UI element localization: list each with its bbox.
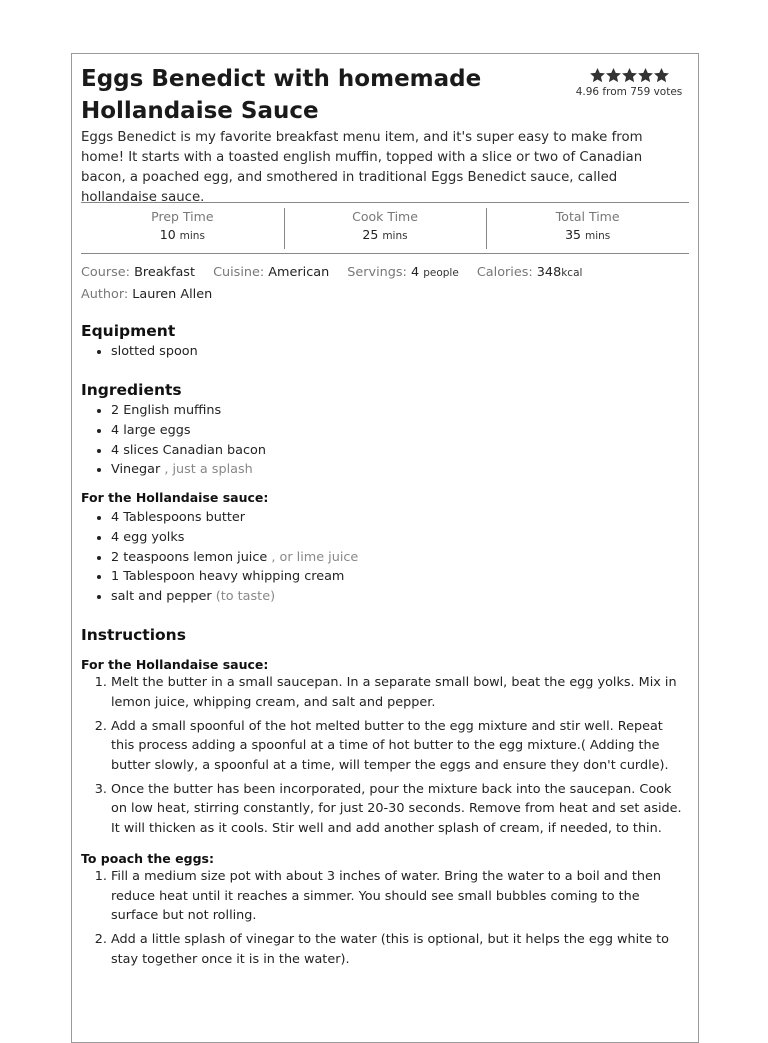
star-icon[interactable] bbox=[606, 68, 621, 83]
instruction-step: 2. Add a little splash of vinegar to the water (this is optional, but it helps the egg white to stay together once it is in the water). bbox=[111, 930, 689, 969]
total-time-number: 35 bbox=[565, 227, 581, 242]
sauce-steps bbox=[81, 673, 689, 843]
meta-cuisine-value[interactable]: American bbox=[268, 265, 330, 280]
cook-time-label: Cook Time bbox=[352, 209, 418, 224]
total-time-unit: mins bbox=[584, 230, 611, 242]
ingredient-name: 4 slices Canadian bacon bbox=[111, 442, 266, 458]
equipment-heading: Equipment bbox=[81, 322, 176, 340]
ingredient-name: 2 English muffins bbox=[111, 403, 222, 418]
meta-servings-value[interactable]: 4 bbox=[410, 265, 420, 280]
meta-course-label: Course: bbox=[81, 265, 130, 280]
recipe-rating[interactable] bbox=[569, 68, 689, 98]
ingredient-note: , just a splash bbox=[164, 462, 253, 478]
meta-calories-label: Calories: bbox=[476, 265, 533, 280]
ingredient-name: 1 Tablespoon heavy whipping cream bbox=[111, 569, 345, 585]
ingredient-note: , or lime juice bbox=[271, 549, 359, 565]
meta-cuisine-label: Cuisine: bbox=[213, 265, 265, 280]
ingredient-name: Vinegar bbox=[111, 462, 161, 478]
cook-time bbox=[284, 203, 487, 253]
ingredient-name: 4 Tablespoons butter bbox=[111, 510, 245, 525]
ingredient-item bbox=[111, 528, 358, 548]
ingredient-name: 2 teaspoons lemon juice bbox=[111, 549, 268, 565]
meta-servings-label: Servings: bbox=[347, 265, 407, 280]
prep-time bbox=[81, 203, 284, 253]
meta-course-value[interactable]: Breakfast bbox=[134, 265, 195, 280]
equipment-item: • slotted spoon bbox=[111, 342, 198, 362]
recipe-author bbox=[81, 284, 689, 305]
star-icon[interactable] bbox=[590, 68, 605, 83]
meta-course bbox=[81, 265, 195, 280]
star-icon[interactable] bbox=[622, 68, 637, 83]
recipe-card bbox=[71, 53, 699, 1043]
ingredient-item bbox=[111, 441, 266, 461]
ingredients-list bbox=[81, 401, 266, 480]
ingredient-item bbox=[111, 508, 358, 528]
recipe-title-line-1: Eggs Benedict with homemade bbox=[81, 66, 482, 92]
meta-calories-value: 348 bbox=[536, 265, 562, 280]
instructions-sauce-heading: For the Hollandaise sauce: bbox=[81, 657, 269, 672]
ingredients-sauce-heading: For the Hollandaise sauce: bbox=[81, 490, 269, 505]
meta-author-label: Author: bbox=[81, 287, 129, 302]
equipment-list bbox=[81, 342, 198, 362]
recipe-meta-row bbox=[81, 262, 689, 284]
total-time bbox=[486, 203, 689, 253]
star-icon[interactable] bbox=[654, 68, 669, 83]
meta-servings bbox=[347, 265, 459, 280]
instruction-step: 1. Melt the butter in a small saucepan. In a separate small bowl, beat the egg yolks. Mix in lemon juice, whipping cream, and salt and pepper. bbox=[111, 673, 689, 712]
sauce-ingredients-list bbox=[81, 508, 358, 607]
recipe-times bbox=[81, 202, 689, 254]
instructions-heading: Instructions bbox=[81, 626, 186, 644]
meta-servings-unit: people bbox=[423, 267, 459, 279]
ingredient-item bbox=[111, 567, 358, 587]
prep-time-label: Prep Time bbox=[151, 209, 214, 224]
ingredient-item bbox=[111, 587, 358, 607]
ingredient-name: 4 egg yolks bbox=[111, 529, 185, 545]
recipe-meta bbox=[81, 262, 689, 305]
prep-time-unit: mins bbox=[179, 230, 205, 242]
ingredient-item bbox=[111, 401, 266, 421]
cook-time-value bbox=[284, 225, 487, 246]
cook-time-unit: mins bbox=[382, 230, 408, 242]
total-time-value bbox=[486, 225, 689, 246]
prep-time-value bbox=[81, 225, 284, 246]
instruction-step: 1. Fill a medium size pot with about 3 inches of water. Bring the water to a boil and then reduce heat until it reaches a simmer. You should see small bubbles coming to the surface but not rolling. bbox=[111, 867, 689, 926]
meta-cuisine bbox=[213, 265, 329, 280]
ingredient-name: 4 large eggs bbox=[111, 422, 191, 438]
ingredients-heading: Ingredients bbox=[81, 381, 182, 399]
recipe-title-line-2: Hollandaise Sauce bbox=[81, 98, 319, 124]
ingredient-name: salt and pepper bbox=[111, 589, 212, 605]
instruction-step: 3. Once the butter has been incorporated, pour the mixture back into the saucepan. Cook on low heat, stirring constantly, for just 20-30 seconds. Remove from heat and set aside. It will thicken as it cools. Stir well and add another splash of cream, if needed, to thin. bbox=[111, 780, 689, 839]
rating-stars[interactable] bbox=[569, 68, 689, 83]
poach-steps bbox=[81, 867, 689, 974]
ingredient-item bbox=[111, 548, 358, 568]
meta-calories-unit: kcal bbox=[561, 267, 583, 279]
prep-time-number: 10 bbox=[159, 227, 176, 242]
instructions-poach-heading: To poach the eggs: bbox=[81, 851, 214, 866]
cook-time-number: 25 bbox=[362, 227, 379, 242]
meta-calories bbox=[477, 265, 583, 280]
ingredient-item bbox=[111, 421, 266, 441]
instruction-step: 2. Add a small spoonful of the hot melted butter to the egg mixture and stir well. Repeat this process adding a spoonful at a time of hot butter to the egg mixture.( Adding the butter slowly, a spoonful at a time, will temper the eggs and ensure they don't curdle). bbox=[111, 717, 689, 776]
recipe-summary: Eggs Benedict is my favorite breakfast menu item, and it's super easy to make from home! It starts with a toasted english muffin, topped with a slice or two of Canadian bacon, a poached egg, and smothered in traditional Eggs Benedict sauce, called hollandaise sauce. bbox=[81, 130, 643, 205]
recipe-title bbox=[81, 63, 561, 127]
star-icon[interactable] bbox=[638, 68, 653, 83]
ingredient-note: (to taste) bbox=[215, 589, 276, 605]
rating-votes: 4.96 from 759 votes bbox=[575, 86, 683, 98]
total-time-label: Total Time bbox=[555, 209, 620, 224]
ingredient-item bbox=[111, 460, 266, 480]
meta-author-value: Lauren Allen bbox=[132, 287, 213, 302]
